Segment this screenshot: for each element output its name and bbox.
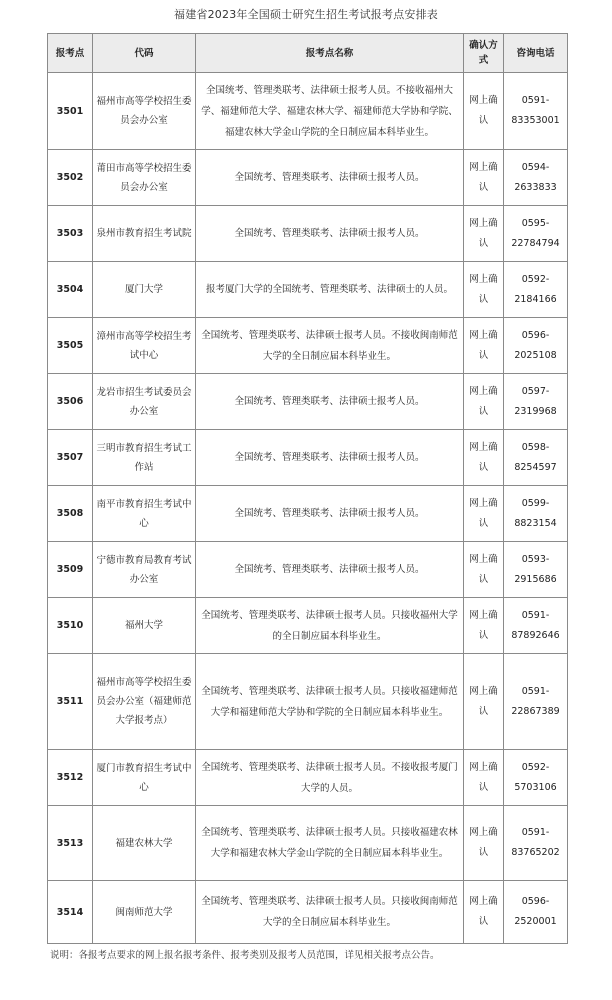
cell-name: 厦门大学 (93, 262, 196, 318)
cell-phone: 0592-2184166 (504, 262, 568, 318)
cell-code: 3510 (48, 598, 93, 654)
cell-desc: 全国统考、管理类联考、法律硕士报考人员。只接收福建农林大学和福建农林大学金山学院的全日制应届本科毕业生。 (196, 806, 464, 881)
table-row (48, 206, 568, 262)
table-row (48, 806, 568, 881)
cell-phone: 0593-2915686 (504, 542, 568, 598)
cell-desc: 全国统考、管理类联考、法律硕士报考人员。只接收闽南师范大学的全日制应届本科毕业生。 (196, 881, 464, 944)
cell-desc: 全国统考、管理类联考、法律硕士报考人员。不接收报考厦门大学的人员。 (196, 750, 464, 806)
header-code: 报考点 (48, 34, 93, 73)
exam-site-table (47, 33, 568, 944)
table-row (48, 881, 568, 944)
cell-desc: 报考厦门大学的全国统考、管理类联考、法律硕士的人员。 (196, 262, 464, 318)
cell-name: 福州市高等学校招生委员会办公室 (93, 73, 196, 150)
table-row (48, 486, 568, 542)
cell-code: 3514 (48, 881, 93, 944)
table-row (48, 542, 568, 598)
cell-confirm: 网上确认 (464, 806, 504, 881)
cell-name: 南平市教育招生考试中心 (93, 486, 196, 542)
cell-confirm: 网上确认 (464, 150, 504, 206)
cell-phone: 0591-87892646 (504, 598, 568, 654)
cell-code: 3503 (48, 206, 93, 262)
cell-name: 莆田市高等学校招生委员会办公室 (93, 150, 196, 206)
cell-code: 3509 (48, 542, 93, 598)
cell-confirm: 网上确认 (464, 73, 504, 150)
cell-desc: 全国统考、管理类联考、法律硕士报考人员。不接收福州大学、福建师范大学、福建农林大学、福建师范大学协和学院、福建农林大学金山学院的全日制应届本科毕业生。 (196, 73, 464, 150)
cell-name: 宁德市教育局教育考试办公室 (93, 542, 196, 598)
cell-desc: 全国统考、管理类联考、法律硕士报考人员。 (196, 430, 464, 486)
header-name: 代码 (93, 34, 196, 73)
cell-name: 龙岩市招生考试委员会办公室 (93, 374, 196, 430)
cell-code: 3508 (48, 486, 93, 542)
cell-code: 3511 (48, 654, 93, 750)
cell-desc: 全国统考、管理类联考、法律硕士报考人员。 (196, 206, 464, 262)
cell-confirm: 网上确认 (464, 654, 504, 750)
table-header-row (48, 34, 568, 73)
cell-confirm: 网上确认 (464, 881, 504, 944)
table-row (48, 598, 568, 654)
cell-code: 3504 (48, 262, 93, 318)
cell-phone: 0599-8823154 (504, 486, 568, 542)
cell-desc: 全国统考、管理类联考、法律硕士报考人员。 (196, 542, 464, 598)
table-row (48, 318, 568, 374)
cell-confirm: 网上确认 (464, 542, 504, 598)
cell-name: 闽南师范大学 (93, 881, 196, 944)
cell-name: 福建农林大学 (93, 806, 196, 881)
table-row (48, 150, 568, 206)
cell-confirm: 网上确认 (464, 750, 504, 806)
cell-code: 3505 (48, 318, 93, 374)
footnote: 说明：各报考点要求的网上报名报考条件、报考类别及报考人员范围，详见相关报考点公告。 (50, 950, 440, 961)
cell-code: 3501 (48, 73, 93, 150)
table-body (48, 73, 568, 944)
table-row (48, 654, 568, 750)
cell-phone: 0595-22784794 (504, 206, 568, 262)
table-row (48, 73, 568, 150)
cell-code: 3502 (48, 150, 93, 206)
table-row (48, 374, 568, 430)
cell-name: 三明市教育招生考试工作站 (93, 430, 196, 486)
cell-confirm: 网上确认 (464, 206, 504, 262)
table-row (48, 262, 568, 318)
cell-desc: 全国统考、管理类联考、法律硕士报考人员。 (196, 150, 464, 206)
cell-confirm: 网上确认 (464, 598, 504, 654)
header-confirm: 确认方式 (464, 34, 504, 73)
cell-code: 3513 (48, 806, 93, 881)
cell-code: 3506 (48, 374, 93, 430)
cell-phone: 0591-83353001 (504, 73, 568, 150)
cell-phone: 0596-2025108 (504, 318, 568, 374)
cell-confirm: 网上确认 (464, 374, 504, 430)
cell-name: 厦门市教育招生考试中心 (93, 750, 196, 806)
cell-desc: 全国统考、管理类联考、法律硕士报考人员。不接收闽南师范大学的全日制应届本科毕业生。 (196, 318, 464, 374)
cell-name: 福州大学 (93, 598, 196, 654)
cell-desc: 全国统考、管理类联考、法律硕士报考人员。只接收福建师范大学和福建师范大学协和学院的全日制应届本科毕业生。 (196, 654, 464, 750)
header-desc: 报考点名称 (196, 34, 464, 73)
table-row (48, 750, 568, 806)
cell-confirm: 网上确认 (464, 262, 504, 318)
cell-name: 泉州市教育招生考试院 (93, 206, 196, 262)
page-title: 福建省2023年全国硕士研究生招生考试报考点安排表 (174, 8, 438, 21)
cell-phone: 0598-8254597 (504, 430, 568, 486)
cell-name: 福州市高等学校招生委员会办公室（福建师范大学报考点） (93, 654, 196, 750)
cell-desc: 全国统考、管理类联考、法律硕士报考人员。 (196, 486, 464, 542)
cell-name: 漳州市高等学校招生考试中心 (93, 318, 196, 374)
cell-confirm: 网上确认 (464, 486, 504, 542)
header-phone: 咨询电话 (504, 34, 568, 73)
cell-confirm: 网上确认 (464, 318, 504, 374)
cell-desc: 全国统考、管理类联考、法律硕士报考人员。只接收福州大学的全日制应届本科毕业生。 (196, 598, 464, 654)
cell-phone: 0591-83765202 (504, 806, 568, 881)
cell-phone: 0591-22867389 (504, 654, 568, 750)
cell-phone: 0597-2319968 (504, 374, 568, 430)
cell-phone: 0596-2520001 (504, 881, 568, 944)
cell-code: 3512 (48, 750, 93, 806)
cell-confirm: 网上确认 (464, 430, 504, 486)
cell-code: 3507 (48, 430, 93, 486)
cell-phone: 0594-2633833 (504, 150, 568, 206)
cell-desc: 全国统考、管理类联考、法律硕士报考人员。 (196, 374, 464, 430)
cell-phone: 0592-5703106 (504, 750, 568, 806)
table-row (48, 430, 568, 486)
